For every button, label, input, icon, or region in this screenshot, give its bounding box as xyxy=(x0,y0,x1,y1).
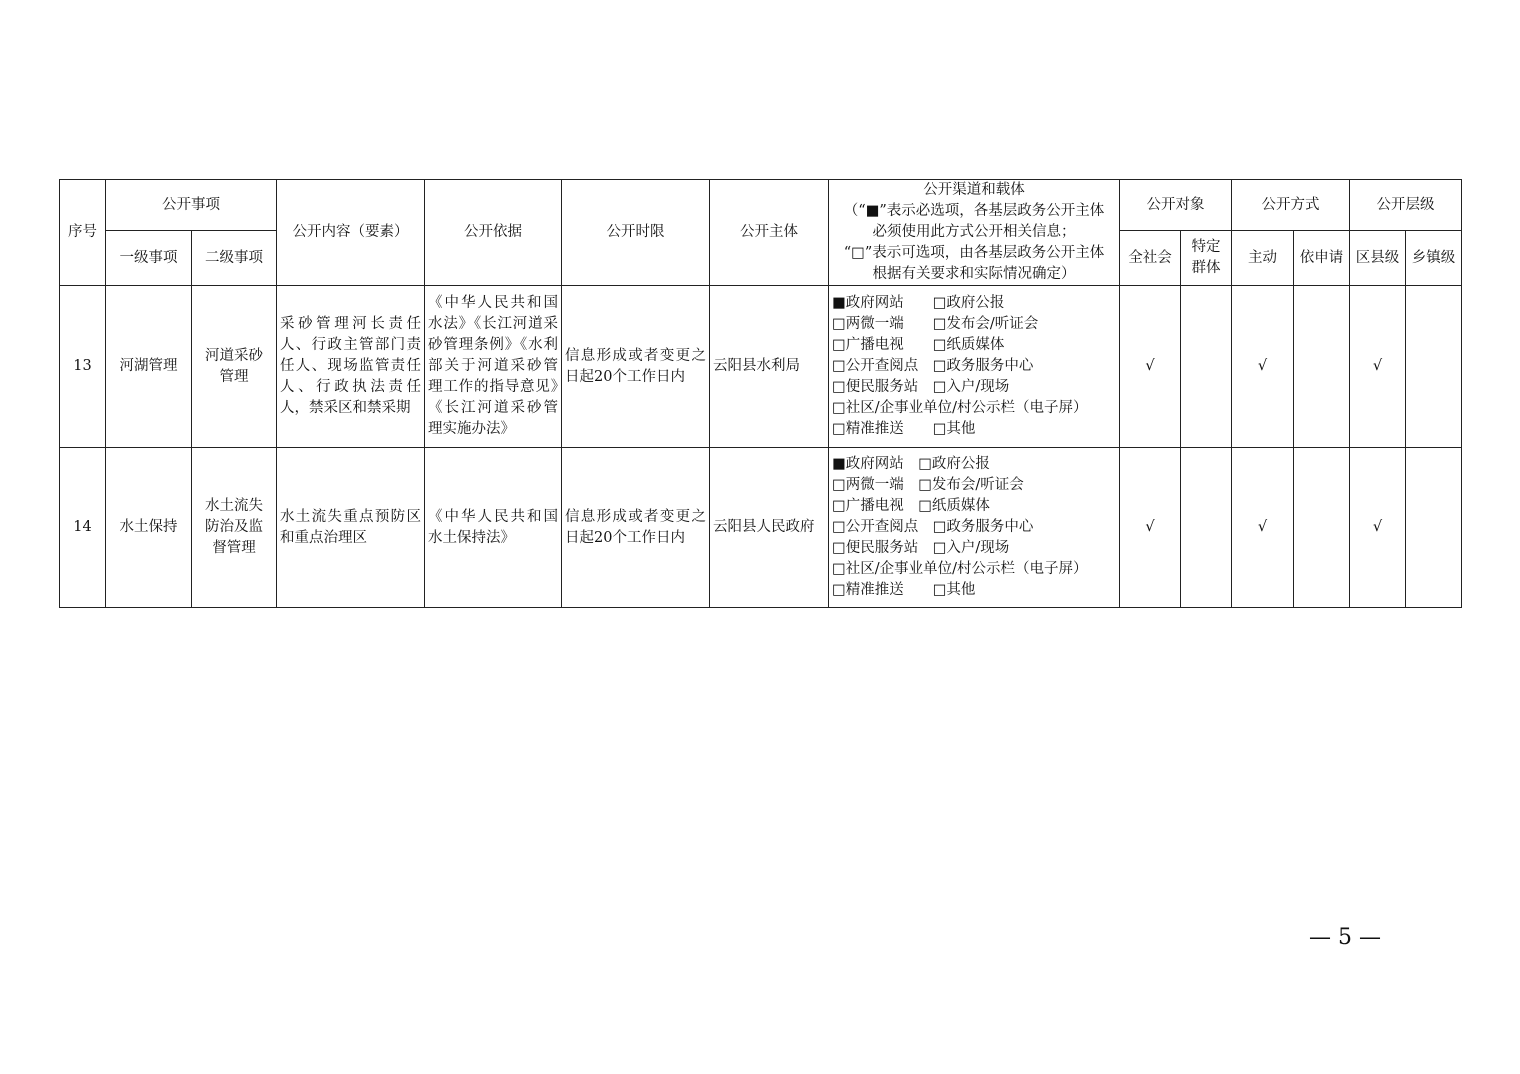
row-time-limit: 信息形成或者变更之日起20个工作日内 xyxy=(562,448,710,608)
row-channels xyxy=(829,448,1120,608)
row-l1: 水土保持 xyxy=(106,448,192,608)
row-content: 水土流失重点预防区和重点治理区 xyxy=(277,448,425,608)
header-audience: 公开对象 xyxy=(1120,180,1232,231)
page-number: — 5 — xyxy=(1309,925,1381,950)
row-method-active: √ xyxy=(1232,286,1294,448)
channel-option: □便民服务站 □入户/现场 xyxy=(832,379,1010,395)
channel-option: □便民服务站 □入户/现场 xyxy=(832,540,1010,556)
table-row xyxy=(60,448,1462,608)
row-method-active: √ xyxy=(1232,448,1294,608)
row-level-town xyxy=(1406,448,1462,608)
header-level-town: 乡镇级 xyxy=(1406,231,1462,286)
channel-option: □社区/企事业单位/村公示栏（电子屏） xyxy=(832,561,1088,577)
row-content: 采砂管理河长责任人、行政主管部门责任人、现场监管责任人、行政执法责任人，禁采区和禁采期 xyxy=(277,286,425,448)
row-audience-specific xyxy=(1181,448,1232,608)
header-subject: 公开主体 xyxy=(710,180,829,286)
header-matter: 公开事项 xyxy=(106,180,277,231)
header-channel-line: 必须使用此方式公开相关信息； xyxy=(872,224,1076,240)
row-method-request xyxy=(1294,286,1350,448)
channel-option: □两微一端 □发布会/听证会 xyxy=(832,477,1024,493)
header-channel-line: （“■”表示必选项，各基层政务公开主体 xyxy=(843,203,1105,219)
header-method-request: 依申请 xyxy=(1294,231,1350,286)
row-audience-all: √ xyxy=(1120,286,1181,448)
row-basis: 《中华人民共和国水土保持法》 xyxy=(425,448,562,608)
channel-option: □公开查阅点 □政务服务中心 xyxy=(832,519,1034,535)
header-matter-l1: 一级事项 xyxy=(106,231,192,286)
row-subject: 云阳县人民政府 xyxy=(710,448,829,608)
header-method-active: 主动 xyxy=(1232,231,1294,286)
row-channels xyxy=(829,286,1120,448)
header-channel-line: 公开渠道和载体 xyxy=(923,182,1025,198)
header-seq: 序号 xyxy=(60,180,106,286)
header-row-1 xyxy=(60,180,1462,231)
channel-option: ■政府网站 □政府公报 xyxy=(832,456,990,472)
header-audience-specific: 特定群体 xyxy=(1181,231,1232,286)
table-row xyxy=(60,286,1462,448)
row-l1: 河湖管理 xyxy=(106,286,192,448)
header-time-limit: 公开时限 xyxy=(562,180,710,286)
channel-option: □公开查阅点 □政务服务中心 xyxy=(832,358,1034,374)
channel-option: □广播电视 □纸质媒体 xyxy=(832,498,990,514)
header-audience-all: 全社会 xyxy=(1120,231,1181,286)
channel-option: □精准推送 □其他 xyxy=(832,582,976,598)
disclosure-table xyxy=(59,179,1462,608)
row-seq: 14 xyxy=(60,448,106,608)
header-channel xyxy=(829,180,1120,286)
header-basis: 公开依据 xyxy=(425,180,562,286)
channel-option: ■政府网站 □政府公报 xyxy=(832,295,1005,311)
row-audience-all: √ xyxy=(1120,448,1181,608)
row-l2: 河道采砂管理 xyxy=(192,286,277,448)
row-seq: 13 xyxy=(60,286,106,448)
channel-option: □社区/企事业单位/村公示栏（电子屏） xyxy=(832,400,1088,416)
row-time-limit: 信息形成或者变更之日起20个工作日内 xyxy=(562,286,710,448)
header-channel-line: “□”表示可选项，由各基层政务公开主体 xyxy=(843,245,1105,261)
header-method: 公开方式 xyxy=(1232,180,1350,231)
header-matter-l2: 二级事项 xyxy=(192,231,277,286)
row-level-county: √ xyxy=(1350,448,1406,608)
channel-option: □广播电视 □纸质媒体 xyxy=(832,337,1005,353)
row-audience-specific xyxy=(1181,286,1232,448)
row-level-town xyxy=(1406,286,1462,448)
channel-option: □精准推送 □其他 xyxy=(832,421,976,437)
row-level-county: √ xyxy=(1350,286,1406,448)
header-channel-line: 根据有关要求和实际情况确定） xyxy=(872,266,1076,282)
row-basis: 《中华人民共和国水法》《长江河道采砂管理条例》《水利部关于河道采砂管理工作的指导意见》《长江河道采砂管理实施办法》 xyxy=(425,286,562,448)
header-level-county: 区县级 xyxy=(1350,231,1406,286)
row-subject: 云阳县水利局 xyxy=(710,286,829,448)
row-method-request xyxy=(1294,448,1350,608)
header-content: 公开内容（要素） xyxy=(277,180,425,286)
header-level: 公开层级 xyxy=(1350,180,1462,231)
channel-option: □两微一端 □发布会/听证会 xyxy=(832,316,1039,332)
row-l2: 水土流失防治及监督管理 xyxy=(192,448,277,608)
